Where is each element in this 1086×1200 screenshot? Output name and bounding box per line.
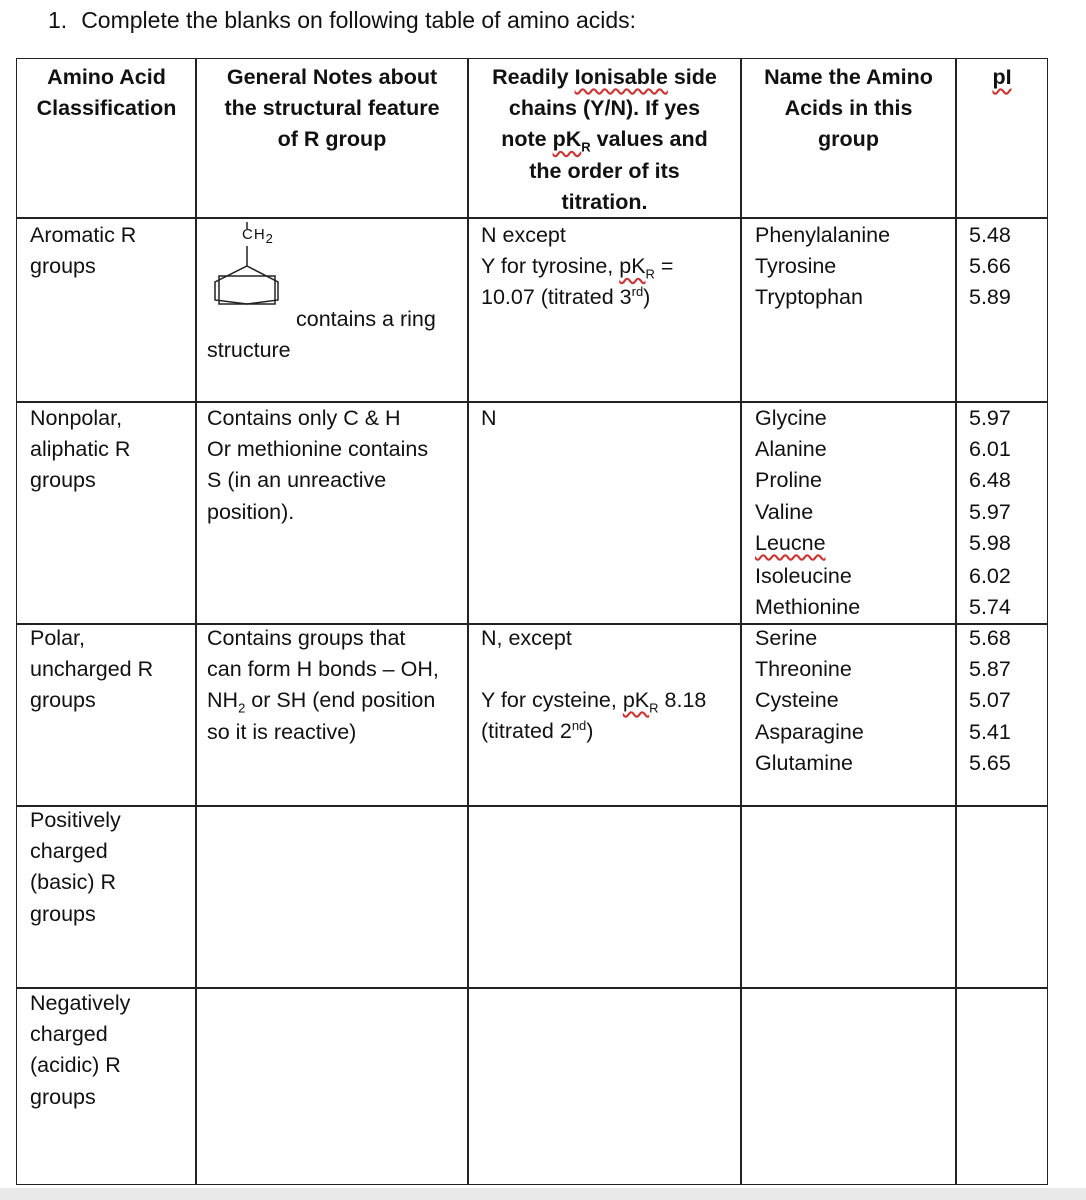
header-line: the order of its (529, 158, 680, 183)
cell-text: = (660, 254, 674, 279)
header-line: the structural feature (224, 96, 440, 121)
amino-acid-name: Threonine (755, 657, 852, 682)
pi-value: 5.98 (969, 530, 1011, 555)
amino-acid-name: Tyrosine (755, 254, 837, 279)
pi-value: 5.41 (969, 719, 1011, 744)
cell-line: charged (30, 839, 108, 864)
cell-line: Contains groups that (207, 626, 406, 650)
nonpolar-names (755, 403, 860, 623)
ch2-label: $CH_2$ (242, 226, 274, 246)
column-divider (955, 58, 957, 1184)
row-divider (16, 987, 1048, 989)
header-classification (18, 62, 195, 124)
polar-notes (207, 623, 439, 748)
cell-line: can form H bonds – OH, (207, 657, 439, 682)
header-general-notes (197, 62, 467, 156)
amino-acid-name: Cysteine (755, 688, 839, 713)
cell-line: 10.07 (titrated 3rd) (481, 284, 651, 310)
pi-value: 6.48 (969, 468, 1011, 493)
header-line: Amino Acid (47, 65, 166, 89)
header-word: Readily (492, 65, 569, 89)
amino-acid-name: Valine (755, 499, 814, 524)
polar-ionisable-l1: N, except (481, 626, 572, 650)
benzene-ring-icon (205, 222, 295, 312)
amino-acid-name: Alanine (755, 437, 827, 462)
amino-acid-name: Methionine (755, 595, 861, 620)
cell-line (481, 685, 706, 716)
cell-line: Aromatic R (30, 223, 137, 247)
cell-line: Positively (30, 808, 121, 832)
header-line: Acids in this (784, 96, 913, 121)
cell-line: S (in an unreactive (207, 468, 387, 493)
spellcheck-word: $pK_R$ (622, 688, 659, 716)
spellcheck-word: $pK_R$ (619, 254, 655, 282)
amino-acid-name: Glutamine (755, 750, 853, 775)
row-divider (16, 805, 1048, 807)
cell-line: groups (30, 254, 96, 279)
cell-line: Nonpolar, (30, 406, 123, 430)
cell-line: N except (481, 223, 566, 247)
header-line: group (818, 127, 879, 152)
header-line: General Notes about (226, 65, 438, 89)
nonpolar-ionisable: N (481, 406, 497, 430)
spellcheck-word: $pK_R$ (552, 127, 591, 155)
amino-acid-name: Phenylalanine (755, 223, 891, 247)
negative-classification (30, 988, 130, 1113)
cell-line: position). (207, 499, 295, 524)
positive-classification (30, 805, 121, 930)
header-line: of R group (277, 127, 387, 152)
aromatic-notes-a: contains a ring (296, 307, 436, 331)
cell-text: 8.18 (664, 688, 707, 712)
amino-acid-name: Serine (755, 626, 818, 650)
cell-line: (titrated 2nd) (481, 718, 594, 744)
spellcheck-word: Ionisable (574, 65, 668, 89)
aromatic-notes-b: structure (207, 338, 291, 362)
header-line: titration. (561, 189, 648, 214)
header-pi (957, 62, 1047, 93)
polar-ionisable-rest (481, 685, 706, 747)
cell-line: groups (30, 468, 96, 493)
cell-line: $NH_2$ or SH (end position (207, 688, 436, 716)
nonpolar-pi (969, 403, 1011, 623)
polar-names (755, 623, 864, 779)
cell-text: Y for tyrosine, (481, 254, 614, 279)
pi-value: 6.02 (969, 564, 1011, 589)
pi-value: 5.97 (969, 499, 1011, 524)
question-title (48, 4, 636, 36)
header-line (469, 62, 740, 93)
header-word: values and (596, 127, 708, 152)
cell-line: uncharged R (30, 657, 154, 682)
benzyl-structure-diagram (205, 222, 295, 312)
amino-acid-name: Tryptophan (755, 285, 863, 310)
cell-text: Y for cysteine, (481, 688, 617, 712)
row-divider (16, 401, 1048, 403)
cell-line: groups (30, 1084, 96, 1109)
aromatic-classification (30, 220, 136, 282)
cell-line: groups (30, 901, 96, 926)
pi-value: 5.74 (969, 595, 1011, 620)
cell-line: Polar, (30, 626, 85, 650)
cell-line (481, 251, 673, 282)
header-line: Name the Amino (764, 65, 933, 89)
header-ionisable (469, 62, 740, 218)
aromatic-ionisable (481, 220, 673, 314)
pi-value: 5.48 (969, 223, 1011, 247)
amino-acid-name: Proline (755, 468, 822, 493)
pi-value: 5.07 (969, 688, 1011, 713)
column-divider (467, 58, 469, 1184)
amino-acid-name: Leucne (755, 530, 826, 555)
pi-value: 5.65 (969, 750, 1011, 775)
column-divider (195, 58, 197, 1184)
pi-value: 5.66 (969, 254, 1011, 279)
cell-line: (acidic) R (30, 1053, 121, 1078)
question-text: Complete the blanks on following table of amino acids: (81, 7, 637, 33)
pi-value: 5.97 (969, 406, 1011, 430)
header-word: side (673, 65, 717, 89)
spellcheck-word: pI (992, 65, 1012, 89)
pi-value: 5.68 (969, 626, 1011, 650)
amino-acid-name: Isoleucine (755, 564, 852, 589)
amino-acid-name: Asparagine (755, 719, 864, 744)
amino-acid-name: Glycine (755, 406, 827, 430)
cell-line: charged (30, 1022, 108, 1047)
polar-classification (30, 623, 153, 717)
header-names (742, 62, 955, 156)
aromatic-names (755, 220, 890, 314)
header-line: chains (Y/N). If yes (508, 96, 701, 121)
pi-value: 5.87 (969, 657, 1011, 682)
cell-line: groups (30, 688, 96, 713)
aromatic-pi (969, 220, 1011, 314)
bottom-shadow (0, 1188, 1086, 1200)
cell-line: so it is reactive) (207, 719, 357, 744)
cell-line: aliphatic R (30, 437, 131, 462)
nonpolar-classification (30, 403, 130, 497)
header-word: note (501, 127, 547, 152)
column-divider (740, 58, 742, 1184)
cell-line: Negatively (30, 991, 131, 1015)
polar-pi (969, 623, 1011, 779)
header-line (469, 124, 740, 155)
cell-line: Or methionine contains (207, 437, 429, 462)
cell-line: Contains only C & H (207, 406, 401, 430)
pi-value: 5.89 (969, 285, 1011, 310)
cell-line: (basic) R (30, 870, 117, 895)
pi-value: 6.01 (969, 437, 1011, 462)
nonpolar-notes (207, 403, 428, 528)
header-line: Classification (36, 96, 177, 121)
question-number: 1. (48, 7, 68, 33)
